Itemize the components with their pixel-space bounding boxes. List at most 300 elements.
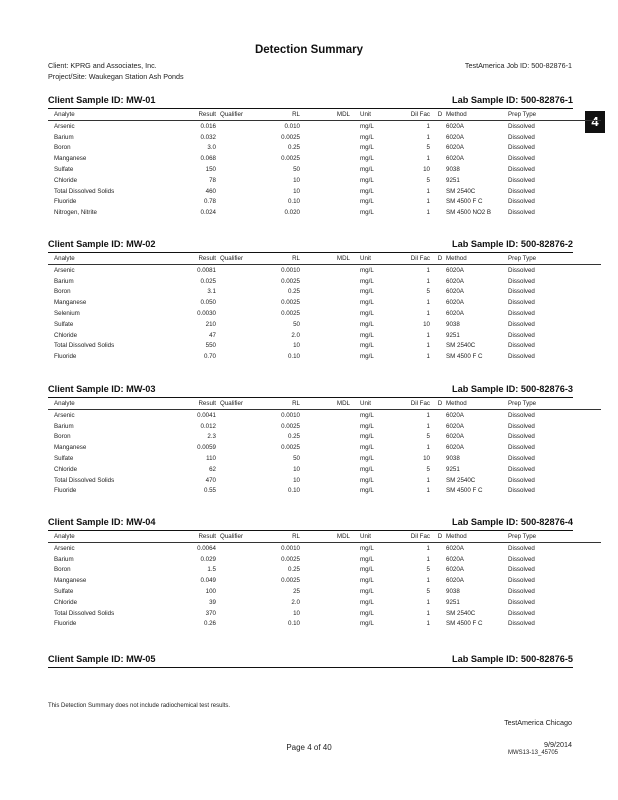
cell-d bbox=[434, 608, 446, 619]
cell-mdl bbox=[304, 442, 354, 453]
cell-qualifier bbox=[220, 597, 258, 608]
cell-unit: mg/L bbox=[360, 155, 374, 163]
cell-qualifier bbox=[220, 341, 258, 352]
column-header-analyte: Analyte bbox=[48, 531, 182, 543]
cell-rl: 10 bbox=[293, 465, 300, 473]
cell-qualifier bbox=[220, 143, 258, 154]
cell-rl: 0.10 bbox=[287, 198, 300, 206]
cell-unit: mg/L bbox=[360, 320, 374, 328]
cell-result: 0.0059 bbox=[197, 444, 216, 452]
cell-qualifier bbox=[220, 565, 258, 576]
cell-mdl bbox=[304, 586, 354, 597]
column-header-mdl: MDL bbox=[304, 398, 354, 410]
cell-method: 6020A bbox=[446, 133, 464, 141]
cell-method: 9038 bbox=[446, 320, 460, 328]
cell-method: SM 2540C bbox=[446, 342, 476, 350]
cell-d bbox=[434, 464, 446, 475]
column-header-rl: RL bbox=[258, 109, 304, 121]
cell-prep-type: Dissolved bbox=[508, 266, 535, 274]
sample-header bbox=[48, 517, 573, 529]
table-header-row bbox=[48, 253, 601, 265]
cell-qualifier bbox=[220, 287, 258, 298]
section-divider bbox=[48, 667, 573, 668]
cell-d bbox=[434, 586, 446, 597]
table-row bbox=[48, 341, 601, 352]
cell-rl: 0.010 bbox=[284, 122, 300, 130]
cell-result: 3.1 bbox=[207, 288, 216, 296]
cell-result: 0.78 bbox=[203, 198, 216, 206]
cell-dil-fac: 1 bbox=[426, 155, 430, 163]
column-header-result: Result bbox=[182, 531, 220, 543]
cell-qualifier bbox=[220, 421, 258, 432]
cell-qualifier bbox=[220, 554, 258, 565]
table-row bbox=[48, 421, 601, 432]
cell-unit: mg/L bbox=[360, 310, 374, 318]
table-row bbox=[48, 464, 601, 475]
cell-prep-type: Dissolved bbox=[508, 209, 535, 217]
cell-method: SM 4500 F C bbox=[446, 198, 483, 206]
cell-method: 6020A bbox=[446, 266, 464, 274]
cell-prep-type: Dissolved bbox=[508, 310, 535, 318]
cell-d bbox=[434, 575, 446, 586]
cell-unit: mg/L bbox=[360, 277, 374, 285]
table-row bbox=[48, 207, 601, 218]
table-row bbox=[48, 486, 601, 497]
cell-dil-fac: 1 bbox=[426, 544, 430, 552]
cell-d bbox=[434, 121, 446, 132]
footnote: This Detection Summary does not include radiochemical test results. bbox=[48, 703, 231, 709]
cell-mdl bbox=[304, 575, 354, 586]
cell-unit: mg/L bbox=[360, 331, 374, 339]
cell-mdl bbox=[304, 319, 354, 330]
cell-analyte: Boron bbox=[54, 566, 71, 574]
table-row bbox=[48, 410, 601, 421]
cell-dil-fac: 1 bbox=[426, 331, 430, 339]
table-header-row bbox=[48, 531, 601, 543]
cell-method: 6020A bbox=[446, 433, 464, 441]
cell-rl: 0.10 bbox=[287, 620, 300, 628]
column-header-analyte: Analyte bbox=[48, 253, 182, 265]
cell-mdl bbox=[304, 475, 354, 486]
cell-result: 0.049 bbox=[200, 577, 216, 585]
cell-mdl bbox=[304, 287, 354, 298]
cell-dil-fac: 1 bbox=[426, 422, 430, 430]
column-header-mdl: MDL bbox=[304, 109, 354, 121]
table-row bbox=[48, 164, 601, 175]
cell-analyte: Manganese bbox=[54, 444, 87, 452]
cell-unit: mg/L bbox=[360, 166, 374, 174]
cell-method: 6020A bbox=[446, 122, 464, 130]
cell-dil-fac: 1 bbox=[426, 209, 430, 217]
cell-analyte: Arsenic bbox=[54, 122, 75, 130]
cell-unit: mg/L bbox=[360, 444, 374, 452]
sample-section-mw-02 bbox=[48, 239, 573, 362]
cell-mdl bbox=[304, 453, 354, 464]
cell-analyte: Chloride bbox=[54, 465, 78, 473]
cell-result: 3.0 bbox=[207, 144, 216, 152]
cell-prep-type: Dissolved bbox=[508, 555, 535, 563]
column-header-rl: RL bbox=[258, 398, 304, 410]
column-header-dil-fac: Dil Fac bbox=[396, 109, 434, 121]
cell-dil-fac: 5 bbox=[426, 176, 430, 184]
cell-rl: 25 bbox=[293, 588, 300, 596]
cell-qualifier bbox=[220, 197, 258, 208]
column-header-d: D bbox=[434, 253, 446, 265]
sample-header bbox=[48, 239, 573, 251]
column-header-result: Result bbox=[182, 398, 220, 410]
cell-unit: mg/L bbox=[360, 411, 374, 419]
cell-mdl bbox=[304, 132, 354, 143]
cell-prep-type: Dissolved bbox=[508, 198, 535, 206]
cell-method: 9038 bbox=[446, 588, 460, 596]
client-sample-id: Client Sample ID: MW-02 bbox=[48, 239, 156, 249]
table-row bbox=[48, 351, 601, 362]
cell-unit: mg/L bbox=[360, 577, 374, 585]
cell-qualifier bbox=[220, 297, 258, 308]
table-row bbox=[48, 586, 601, 597]
cell-qualifier bbox=[220, 586, 258, 597]
cell-prep-type: Dissolved bbox=[508, 544, 535, 552]
column-header-mdl: MDL bbox=[304, 253, 354, 265]
cell-analyte: Barium bbox=[54, 422, 74, 430]
results-table bbox=[48, 398, 601, 496]
table-row bbox=[48, 287, 601, 298]
column-header-analyte: Analyte bbox=[48, 398, 182, 410]
cell-dil-fac: 10 bbox=[423, 455, 430, 463]
cell-result: 0.55 bbox=[203, 487, 216, 495]
cell-method: 6020A bbox=[446, 555, 464, 563]
cell-unit: mg/L bbox=[360, 598, 374, 606]
cell-d bbox=[434, 486, 446, 497]
cell-qualifier bbox=[220, 619, 258, 630]
cell-unit: mg/L bbox=[360, 555, 374, 563]
lab-sample-id: Lab Sample ID: 500-82876-3 bbox=[451, 384, 573, 394]
cell-dil-fac: 1 bbox=[426, 198, 430, 206]
cell-unit: mg/L bbox=[360, 588, 374, 596]
cell-d bbox=[434, 132, 446, 143]
column-header-mdl: MDL bbox=[304, 531, 354, 543]
cell-result: 0.26 bbox=[203, 620, 216, 628]
cell-method: SM 4500 F C bbox=[446, 620, 483, 628]
cell-analyte: Boron bbox=[54, 433, 71, 441]
sample-header bbox=[48, 384, 573, 396]
table-row bbox=[48, 330, 601, 341]
cell-result: 0.025 bbox=[200, 277, 216, 285]
cell-result: 0.029 bbox=[200, 555, 216, 563]
cell-d bbox=[434, 565, 446, 576]
cell-mdl bbox=[304, 197, 354, 208]
column-header-unit: Unit bbox=[354, 398, 396, 410]
cell-analyte: Fluoride bbox=[54, 198, 77, 206]
lab-sample-id: Lab Sample ID: 500-82876-2 bbox=[451, 239, 573, 249]
cell-analyte: Boron bbox=[54, 144, 71, 152]
cell-unit: mg/L bbox=[360, 342, 374, 350]
cell-result: 370 bbox=[205, 609, 216, 617]
cell-mdl bbox=[304, 464, 354, 475]
cell-qualifier bbox=[220, 608, 258, 619]
cell-mdl bbox=[304, 341, 354, 352]
cell-mdl bbox=[304, 265, 354, 276]
sample-section-mw-01 bbox=[48, 95, 573, 218]
cell-prep-type: Dissolved bbox=[508, 320, 535, 328]
cell-mdl bbox=[304, 432, 354, 443]
cell-rl: 50 bbox=[293, 320, 300, 328]
cell-mdl bbox=[304, 330, 354, 341]
cell-prep-type: Dissolved bbox=[508, 476, 535, 484]
cell-analyte: Sulfate bbox=[54, 166, 74, 174]
cell-prep-type: Dissolved bbox=[508, 422, 535, 430]
cell-rl: 0.020 bbox=[284, 209, 300, 217]
column-header-analyte: Analyte bbox=[48, 109, 182, 121]
cell-rl: 2.0 bbox=[291, 598, 300, 606]
cell-unit: mg/L bbox=[360, 487, 374, 495]
cell-qualifier bbox=[220, 351, 258, 362]
cell-qualifier bbox=[220, 153, 258, 164]
cell-qualifier bbox=[220, 186, 258, 197]
cell-qualifier bbox=[220, 265, 258, 276]
cell-analyte: Total Dissolved Solids bbox=[54, 609, 115, 617]
cell-rl: 0.10 bbox=[287, 353, 300, 361]
cell-d bbox=[434, 554, 446, 565]
cell-qualifier bbox=[220, 308, 258, 319]
cell-rl: 0.10 bbox=[287, 487, 300, 495]
cell-mdl bbox=[304, 608, 354, 619]
cell-prep-type: Dissolved bbox=[508, 444, 535, 452]
column-header-method: Method bbox=[446, 109, 508, 121]
cell-qualifier bbox=[220, 453, 258, 464]
table-row bbox=[48, 265, 601, 276]
table-row bbox=[48, 543, 601, 554]
cell-result: 0.012 bbox=[200, 422, 216, 430]
column-header-unit: Unit bbox=[354, 531, 396, 543]
cell-unit: mg/L bbox=[360, 465, 374, 473]
cell-dil-fac: 5 bbox=[426, 465, 430, 473]
cell-dil-fac: 5 bbox=[426, 144, 430, 152]
cell-prep-type: Dissolved bbox=[508, 176, 535, 184]
cell-method: 6020A bbox=[446, 155, 464, 163]
cell-analyte: Chloride bbox=[54, 331, 78, 339]
cell-unit: mg/L bbox=[360, 566, 374, 574]
cell-prep-type: Dissolved bbox=[508, 133, 535, 141]
cell-rl: 0.0025 bbox=[281, 444, 300, 452]
column-header-prep-type: Prep Type bbox=[508, 398, 601, 410]
table-row bbox=[48, 197, 601, 208]
column-header-unit: Unit bbox=[354, 109, 396, 121]
cell-result: 100 bbox=[205, 588, 216, 596]
cell-analyte: Arsenic bbox=[54, 266, 75, 274]
cell-d bbox=[434, 153, 446, 164]
cell-rl: 0.0025 bbox=[281, 577, 300, 585]
cell-mdl bbox=[304, 186, 354, 197]
cell-analyte: Fluoride bbox=[54, 620, 77, 628]
cell-rl: 0.25 bbox=[287, 566, 300, 574]
cell-mdl bbox=[304, 308, 354, 319]
cell-method: 6020A bbox=[446, 577, 464, 585]
cell-mdl bbox=[304, 143, 354, 154]
cell-d bbox=[434, 308, 446, 319]
cell-result: 2.3 bbox=[207, 433, 216, 441]
cell-rl: 0.0025 bbox=[281, 155, 300, 163]
cell-rl: 10 bbox=[293, 187, 300, 195]
cell-d bbox=[434, 197, 446, 208]
cell-dil-fac: 1 bbox=[426, 133, 430, 141]
cell-unit: mg/L bbox=[360, 198, 374, 206]
cell-qualifier bbox=[220, 207, 258, 218]
cell-unit: mg/L bbox=[360, 209, 374, 217]
table-row bbox=[48, 475, 601, 486]
column-header-prep-type: Prep Type bbox=[508, 531, 601, 543]
table-row bbox=[48, 175, 601, 186]
cell-analyte: Chloride bbox=[54, 598, 78, 606]
column-header-rl: RL bbox=[258, 253, 304, 265]
cell-dil-fac: 1 bbox=[426, 299, 430, 307]
cell-dil-fac: 1 bbox=[426, 620, 430, 628]
cell-prep-type: Dissolved bbox=[508, 577, 535, 585]
cell-prep-type: Dissolved bbox=[508, 353, 535, 361]
cell-rl: 0.0010 bbox=[281, 544, 300, 552]
cell-prep-type: Dissolved bbox=[508, 342, 535, 350]
cell-d bbox=[434, 351, 446, 362]
cell-d bbox=[434, 297, 446, 308]
cell-prep-type: Dissolved bbox=[508, 433, 535, 441]
cell-result: 470 bbox=[205, 476, 216, 484]
cell-qualifier bbox=[220, 330, 258, 341]
cell-d bbox=[434, 543, 446, 554]
cell-rl: 10 bbox=[293, 609, 300, 617]
cell-method: SM 4500 F C bbox=[446, 353, 483, 361]
cell-d bbox=[434, 597, 446, 608]
column-header-dil-fac: Dil Fac bbox=[396, 398, 434, 410]
cell-prep-type: Dissolved bbox=[508, 588, 535, 596]
cell-analyte: Total Dissolved Solids bbox=[54, 342, 115, 350]
cell-result: 110 bbox=[206, 455, 216, 463]
sample-section-mw-04 bbox=[48, 517, 573, 629]
project-site: Project/Site: Waukegan Station Ash Ponds bbox=[48, 72, 184, 81]
cell-method: SM 2540C bbox=[446, 609, 476, 617]
cell-analyte: Barium bbox=[54, 555, 74, 563]
cell-unit: mg/L bbox=[360, 176, 374, 184]
lab-sample-id: Lab Sample ID: 500-82876-5 bbox=[451, 654, 573, 664]
cell-qualifier bbox=[220, 175, 258, 186]
cell-analyte: Sulfate bbox=[54, 455, 74, 463]
cell-method: 6020A bbox=[446, 288, 464, 296]
cell-result: 0.0081 bbox=[197, 266, 216, 274]
cell-result: 0.0030 bbox=[197, 310, 216, 318]
cell-method: SM 2540C bbox=[446, 187, 476, 195]
cell-method: 6020A bbox=[446, 277, 464, 285]
cell-rl: 10 bbox=[293, 476, 300, 484]
client-sample-id: Client Sample ID: MW-03 bbox=[48, 384, 156, 394]
sample-header bbox=[48, 654, 573, 666]
column-header-unit: Unit bbox=[354, 253, 396, 265]
cell-analyte: Barium bbox=[54, 277, 74, 285]
table-row bbox=[48, 432, 601, 443]
cell-mdl bbox=[304, 153, 354, 164]
cell-unit: mg/L bbox=[360, 133, 374, 141]
column-header-d: D bbox=[434, 398, 446, 410]
cell-dil-fac: 5 bbox=[426, 588, 430, 596]
cell-method: 6020A bbox=[446, 444, 464, 452]
cell-result: 210 bbox=[205, 320, 216, 328]
cell-unit: mg/L bbox=[360, 122, 374, 130]
cell-unit: mg/L bbox=[360, 609, 374, 617]
cell-unit: mg/L bbox=[360, 433, 374, 441]
cell-prep-type: Dissolved bbox=[508, 465, 535, 473]
cell-mdl bbox=[304, 207, 354, 218]
cell-mdl bbox=[304, 554, 354, 565]
cell-result: 0.70 bbox=[203, 353, 216, 361]
cell-qualifier bbox=[220, 410, 258, 421]
job-id: TestAmerica Job ID: 500-82876-1 bbox=[464, 61, 572, 70]
cell-qualifier bbox=[220, 442, 258, 453]
column-header-qualifier: Qualifier bbox=[220, 531, 258, 543]
cell-result: 460 bbox=[205, 187, 216, 195]
cell-unit: mg/L bbox=[360, 299, 374, 307]
cell-unit: mg/L bbox=[360, 620, 374, 628]
cell-unit: mg/L bbox=[360, 288, 374, 296]
cell-dil-fac: 1 bbox=[426, 609, 430, 617]
cell-method: 6020A bbox=[446, 411, 464, 419]
cell-qualifier bbox=[220, 486, 258, 497]
cell-result: 150 bbox=[205, 166, 216, 174]
cell-result: 0.0064 bbox=[197, 544, 216, 552]
cell-analyte: Fluoride bbox=[54, 487, 77, 495]
table-header-row bbox=[48, 398, 601, 410]
page-number: Page 4 of 40 bbox=[286, 743, 332, 752]
table-row bbox=[48, 453, 601, 464]
cell-qualifier bbox=[220, 464, 258, 475]
cell-mdl bbox=[304, 164, 354, 175]
cell-prep-type: Dissolved bbox=[508, 122, 535, 130]
column-header-prep-type: Prep Type bbox=[508, 109, 601, 121]
cell-mdl bbox=[304, 351, 354, 362]
cell-prep-type: Dissolved bbox=[508, 277, 535, 285]
cell-dil-fac: 5 bbox=[426, 566, 430, 574]
cell-dil-fac: 1 bbox=[426, 476, 430, 484]
cell-analyte: Total Dissolved Solids bbox=[54, 476, 115, 484]
cell-mdl bbox=[304, 297, 354, 308]
cell-qualifier bbox=[220, 543, 258, 554]
cell-mdl bbox=[304, 410, 354, 421]
table-row bbox=[48, 153, 601, 164]
cell-method: 6020A bbox=[446, 299, 464, 307]
cell-prep-type: Dissolved bbox=[508, 487, 535, 495]
cell-dil-fac: 1 bbox=[426, 277, 430, 285]
cell-analyte: Sulfate bbox=[54, 588, 74, 596]
cell-result: 62 bbox=[209, 465, 216, 473]
cell-prep-type: Dissolved bbox=[508, 566, 535, 574]
cell-qualifier bbox=[220, 432, 258, 443]
cell-dil-fac: 1 bbox=[426, 187, 430, 195]
cell-qualifier bbox=[220, 132, 258, 143]
cell-d bbox=[434, 164, 446, 175]
cell-d bbox=[434, 207, 446, 218]
cell-result: 0.024 bbox=[200, 209, 216, 217]
cell-d bbox=[434, 410, 446, 421]
column-header-dil-fac: Dil Fac bbox=[396, 531, 434, 543]
cell-unit: mg/L bbox=[360, 144, 374, 152]
cell-rl: 0.25 bbox=[287, 144, 300, 152]
cell-qualifier bbox=[220, 475, 258, 486]
cell-analyte: Chloride bbox=[54, 176, 78, 184]
results-table bbox=[48, 531, 601, 629]
cell-analyte: Manganese bbox=[54, 299, 87, 307]
column-header-result: Result bbox=[182, 253, 220, 265]
cell-method: 9251 bbox=[446, 598, 460, 606]
column-header-method: Method bbox=[446, 531, 508, 543]
column-header-method: Method bbox=[446, 253, 508, 265]
cell-d bbox=[434, 421, 446, 432]
